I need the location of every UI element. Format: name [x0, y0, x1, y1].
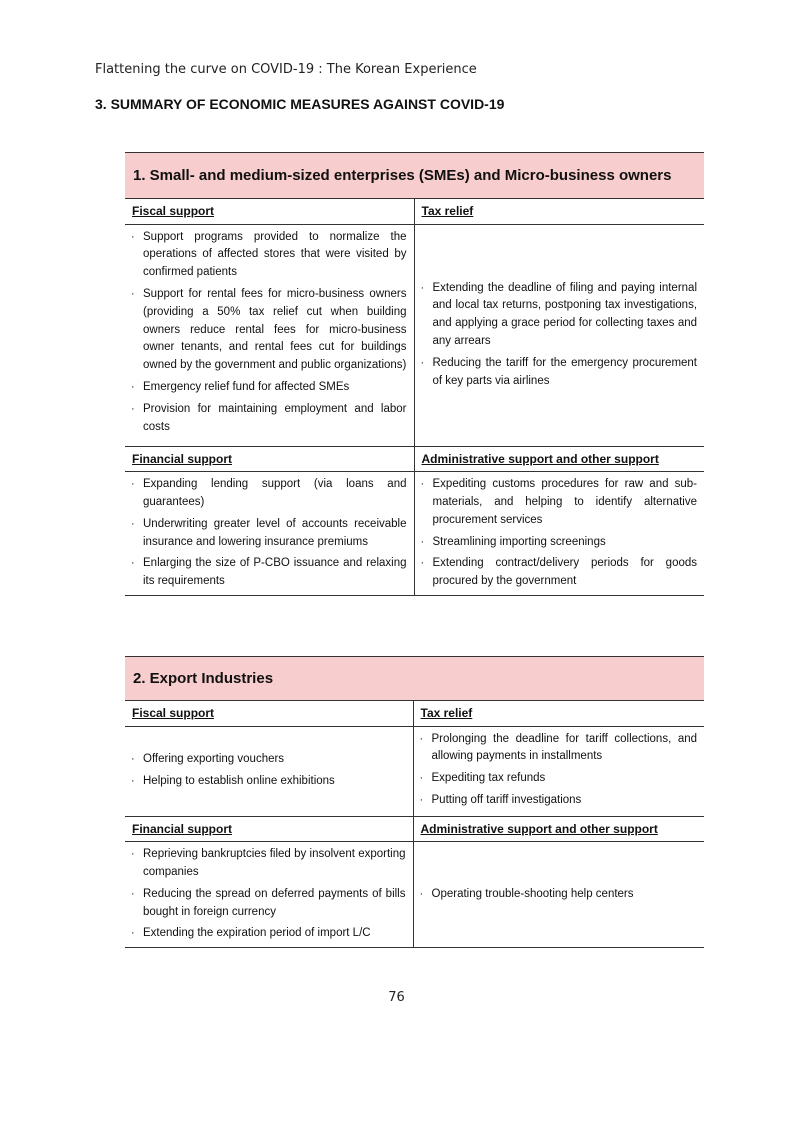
- bullet-icon: ·: [131, 775, 135, 788]
- list-item: [131, 401, 407, 437]
- list-item-text: Expanding lending support (via loans and guarantees): [143, 478, 407, 508]
- fiscal-support-cell: [125, 224, 414, 446]
- administrative-support-heading: Administrative support and other support: [414, 446, 704, 472]
- bullet-icon: ·: [420, 557, 425, 570]
- bullet-icon: ·: [419, 772, 424, 785]
- list-item: [131, 379, 407, 397]
- bullet-icon: ·: [131, 848, 135, 861]
- table-title: 2. Export Industries: [125, 657, 704, 701]
- list-item: [421, 476, 698, 529]
- bullet-icon: ·: [419, 794, 424, 807]
- list-item-text: Reprieving bankruptcies filed by insolvent exporting companies: [143, 848, 406, 878]
- list-item: [421, 555, 698, 591]
- list-item: [131, 751, 406, 769]
- administrative-support-cell: [413, 842, 704, 948]
- list-item-text: Extending the deadline of filing and paying internal and local tax returns, postponing tax investigations, and applying a grace period for collecting taxes and any arrears: [432, 281, 698, 348]
- bullet-icon: ·: [131, 927, 135, 940]
- sme-measures-table: [125, 152, 704, 596]
- list-item: [421, 355, 698, 391]
- financial-support-heading: Financial support: [125, 816, 413, 842]
- bullet-icon: ·: [131, 887, 135, 900]
- list-item-text: Support for rental fees for micro-business owners (providing a 50% tax relief cut when building owners reduce rental fees for micro-business owner tenants, and rental fees cut for buildings owned by the government and public organizations): [143, 288, 407, 372]
- administrative-support-heading: Administrative support and other support: [413, 816, 704, 842]
- bullet-icon: ·: [419, 887, 424, 900]
- list-item: [131, 516, 407, 552]
- list-item-text: Provision for maintaining employment and labor costs: [143, 402, 407, 433]
- list-item-text: Extending contract/delivery periods for goods procured by the government: [432, 557, 698, 588]
- list-item: [420, 731, 698, 767]
- list-item-text: Prolonging the deadline for tariff collections, and allowing payments in installments: [431, 732, 698, 763]
- list-item-text: Underwriting greater level of accounts receivable insurance and lowering insurance premiums: [143, 517, 407, 548]
- list-item: [131, 286, 407, 375]
- page-number: 76: [388, 990, 405, 1005]
- list-item: [131, 555, 407, 591]
- list-item-text: Extending the expiration period of import L/C: [143, 927, 371, 940]
- list-item: [420, 886, 698, 904]
- list-item-text: Streamlining importing screenings: [432, 535, 606, 548]
- bullet-icon: ·: [131, 478, 135, 491]
- financial-support-heading: Financial support: [125, 446, 414, 472]
- section-title: 3. SUMMARY OF ECONOMIC MEASURES AGAINST COVID-19: [95, 96, 505, 112]
- list-item: [131, 846, 406, 882]
- list-item-text: Expediting tax refunds: [431, 772, 546, 785]
- list-item-text: Helping to establish online exhibitions: [143, 775, 335, 788]
- bullet-icon: ·: [419, 732, 424, 745]
- financial-support-cell: [125, 842, 413, 948]
- bullet-icon: ·: [131, 517, 135, 530]
- list-item-text: Emergency relief fund for affected SMEs: [143, 381, 350, 394]
- list-item-text: Enlarging the size of P-CBO issuance and relaxing its requirements: [143, 557, 407, 588]
- bullet-icon: ·: [131, 557, 135, 570]
- list-item-text: Support programs provided to normalize the operations of affected stores that were visited by confirmed patients: [143, 230, 407, 279]
- running-title: Flattening the curve on COVID-19 : The Korean Experience: [95, 62, 477, 77]
- list-item: [131, 229, 407, 282]
- list-item: [421, 280, 698, 351]
- list-item-text: Operating trouble-shooting help centers: [431, 887, 634, 900]
- tax-relief-cell: [414, 224, 704, 446]
- list-item-text: Reducing the tariff for the emergency procurement of key parts via airlines: [432, 356, 698, 387]
- fiscal-support-heading: Fiscal support: [125, 199, 414, 225]
- tax-relief-cell: [413, 726, 704, 816]
- bullet-icon: ·: [420, 478, 425, 491]
- list-item: [420, 770, 698, 788]
- list-item-text: Putting off tariff investigations: [431, 794, 582, 807]
- list-item: [131, 773, 406, 791]
- bullet-icon: ·: [420, 356, 425, 369]
- bullet-icon: ·: [131, 381, 135, 394]
- list-item-text: Expediting customs procedures for raw and sub-materials, and helping to identify alternative procurement services: [432, 478, 698, 526]
- fiscal-support-cell: [125, 726, 413, 816]
- list-item-text: Reducing the spread on deferred payments of bills bought in foreign currency: [143, 887, 406, 918]
- export-measures-table: [125, 656, 704, 948]
- bullet-icon: ·: [420, 535, 425, 548]
- tax-relief-heading: Tax relief: [413, 701, 704, 727]
- bullet-icon: ·: [131, 230, 135, 243]
- bullet-icon: ·: [420, 281, 425, 294]
- tax-relief-heading: Tax relief: [414, 199, 704, 225]
- administrative-support-cell: [414, 472, 704, 596]
- list-item-text: Offering exporting vouchers: [143, 753, 285, 766]
- fiscal-support-heading: Fiscal support: [125, 701, 413, 727]
- financial-support-cell: [125, 472, 414, 596]
- list-item: [421, 534, 698, 552]
- bullet-icon: ·: [131, 288, 135, 301]
- list-item: [131, 886, 406, 922]
- bullet-icon: ·: [131, 753, 135, 766]
- list-item: [420, 792, 698, 810]
- bullet-icon: ·: [131, 402, 135, 415]
- list-item: [131, 925, 406, 943]
- list-item: [131, 476, 407, 512]
- table-title: 1. Small- and medium-sized enterprises (SMEs) and Micro-business owners: [125, 153, 704, 199]
